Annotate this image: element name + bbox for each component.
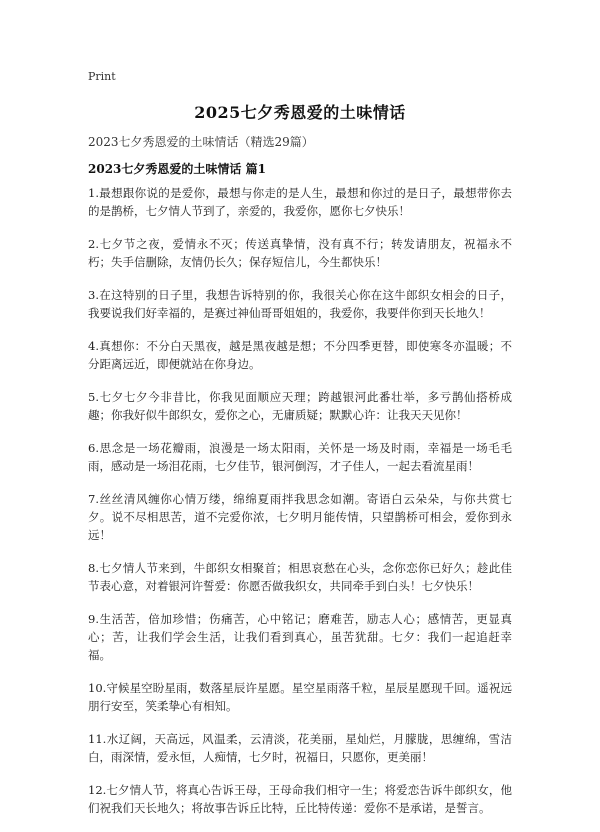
section-heading: 2023七夕秀恩爱的土味情话 篇1 <box>88 162 266 176</box>
paragraph: 5.七夕七夕今非昔比，你我见面顺应天理；跨越银河此番壮举，多亏鹊仙搭桥成趣；你我好似牛郎织女，爱你之心，无庸质疑；默默心许：让我天天见你！ <box>88 390 512 422</box>
article-body <box>88 184 512 832</box>
paragraph: 2.七夕节之夜，爱情永不灭；传送真挚情，没有真不行；转发请朋友，祝福永不朽；失手信删除，友情仍长久；保存短信儿，今生都快乐！ <box>88 237 512 269</box>
paragraph: 4.真想你：不分白天黑夜，越是黑夜越是想；不分四季更替，即使寒冬亦温暖；不分距离远近，即便就站在你身边。 <box>88 339 512 371</box>
paragraph: 8.七夕情人节来到，牛郎织女相聚首；相思哀愁在心头，念你恋你已好久；趁此佳节表心意，对着银河许誓爱：你愿否做我织女，共同牵手到白头！七夕快乐！ <box>88 561 512 593</box>
paragraph: 7.丝丝清风缠你心情万缕，绵绵夏雨拌我思念如潮。寄语白云朵朵，与你共赏七夕。说不尽相思苦，道不完爱你浓，七夕明月能传情，只望鹊桥可相会，爱你到永远！ <box>88 492 512 542</box>
page-title: 2025七夕秀恩爱的土味情话 <box>194 103 406 122</box>
document-subtitle: 2023七夕秀恩爱的土味情话（精选29篇） <box>88 135 314 149</box>
paragraph: 6.思念是一场花瓣雨，浪漫是一场太阳雨，关怀是一场及时雨，幸福是一场毛毛雨，感动是一场泪花雨，七夕佳节，银河倒泻，才子佳人，一起去看流星雨！ <box>88 441 512 473</box>
paragraph: 9.生活苦，倍加珍惜；伤痛苦，心中铭记；磨难苦，励志人心；感情苦，更显真心；苦，让我们学会生活，让我们看到真心，虽苦犹甜。七夕：我们一起追赶幸福。 <box>88 612 512 662</box>
paragraph: 12.七夕情人节，将真心告诉王母，王母命我们相守一生；将爱恋告诉牛郎织女，他们祝我们天长地久；将故事告诉丘比特，丘比特传递：爱你不是承诺，是誓言。 <box>88 783 512 815</box>
print-label: Print <box>88 70 116 83</box>
paragraph: 11.水辽阔，天高远，风温柔，云清淡，花美丽，星灿烂，月朦胧，思缠绵，雪洁白，雨深情，爱永恒，人痴情，七夕时，祝福日，只愿你，更美丽！ <box>88 732 512 764</box>
paragraph: 1.最想跟你说的是爱你，最想与你走的是人生，最想和你过的是日子，最想带你去的是鹊桥，七夕情人节到了，亲爱的，我爱你，愿你七夕快乐！ <box>88 186 512 218</box>
paragraph: 10.守候星空盼星雨，数落星辰许星愿。星空星雨落千粒，星辰星愿现千回。遥祝远朋行安至，笑柔挚心有相知。 <box>88 681 512 713</box>
paragraph: 3.在这特别的日子里，我想告诉特别的你，我很关心你在这牛郎织女相会的日子，我要说我们好幸福的，是赛过神仙哥哥姐姐的，我爱你，我要伴你到天长地久！ <box>88 288 512 320</box>
